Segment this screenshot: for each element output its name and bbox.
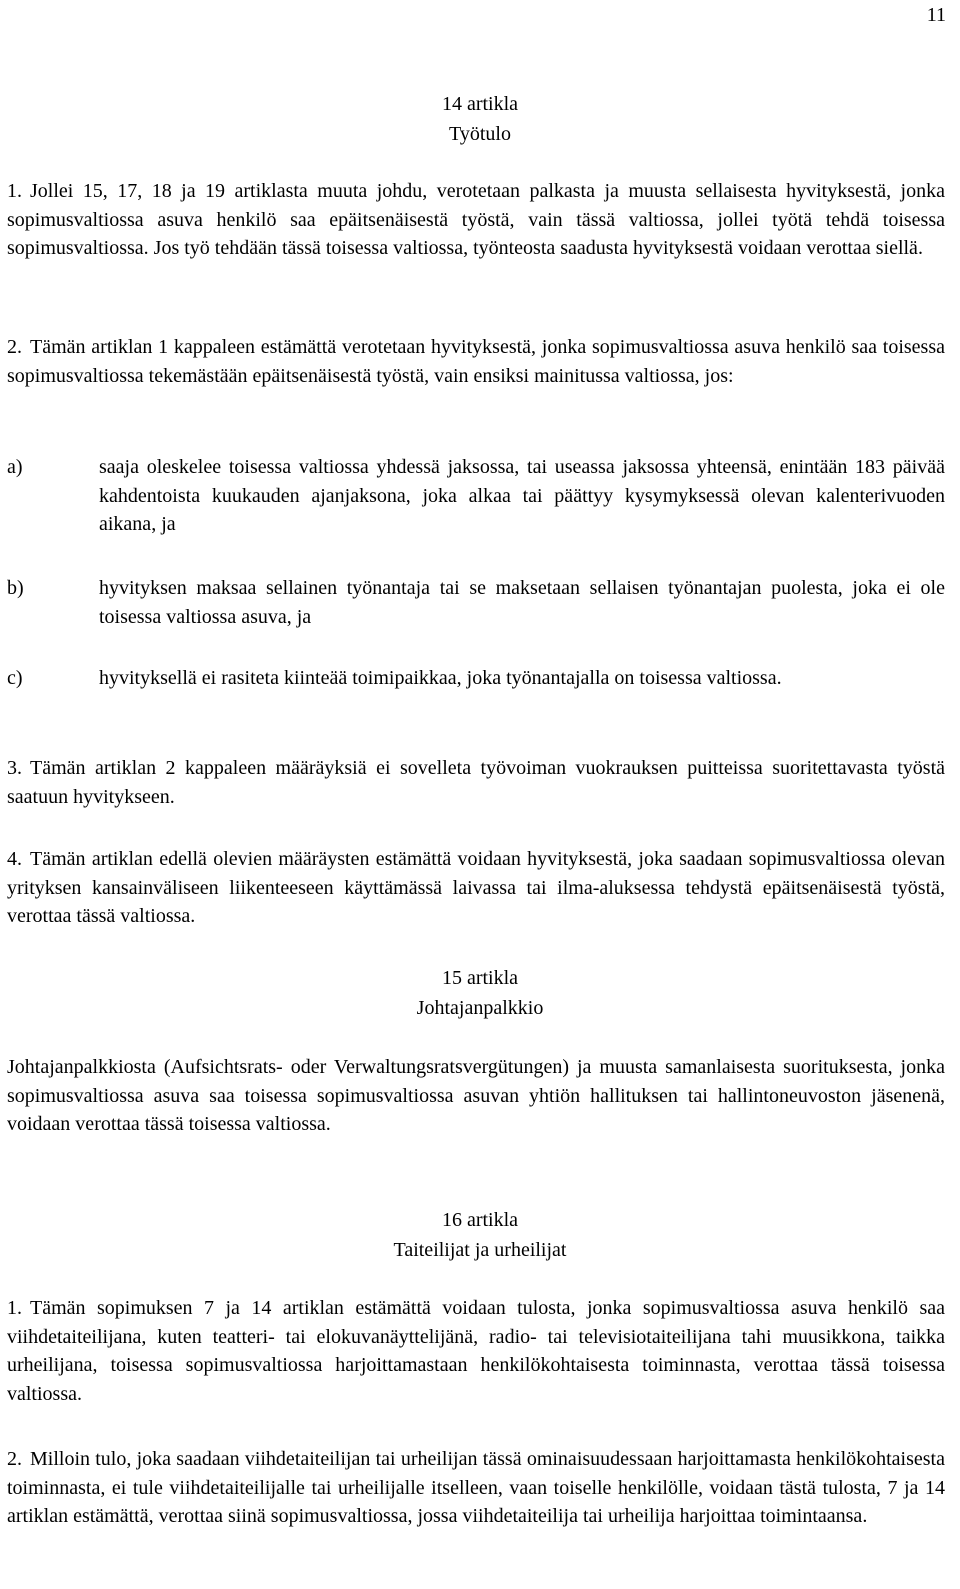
article-15-paragraph <box>7 1053 945 1139</box>
paragraph-number: 1. <box>7 1297 22 1319</box>
paragraph-text: Tämän artiklan 1 kappaleen estämättä verotetaan hyvityksestä, jonka sopimusvaltiossa asuva henkilö saa toisessa sopimusvaltiossa tekemästään epäitsenäisestä työstä, vain ensiksi mainitussa valtiossa, jos: <box>7 336 945 387</box>
article-14-heading <box>0 89 960 149</box>
list-item-c <box>7 664 945 693</box>
list-marker: c) <box>7 667 23 689</box>
article-16-title: Taiteilijat ja urheilijat <box>393 1239 567 1261</box>
paragraph-number: 3. <box>7 757 22 779</box>
list-item-a <box>7 453 945 539</box>
list-item-text: hyvityksellä ei rasiteta kiinteää toimipaikkaa, joka työnantajalla on toisessa valtiossa. <box>99 667 782 689</box>
paragraph-text: Jollei 15, 17, 18 ja 19 artiklasta muuta johdu, verotetaan palkasta ja muusta sellaisesta hyvityksestä, jonka sopimusvaltiossa asuva henkilö saa epäitsenäisestä työstä, vain tässä valtiossa, jollei työtä tehdä toisessa sopimusvaltiossa. Jos työ tehdään tässä toisessa valtiossa, työnteosta saadusta hyvityksestä voidaan verottaa siellä. <box>7 180 945 259</box>
list-item-text: hyvityksen maksaa sellainen työnantaja tai se maksetaan sellaisen työnantajan puolesta, joka ei ole toisessa valtiossa asuva, ja <box>99 577 945 628</box>
paragraph-text: Tämän sopimuksen 7 ja 14 artiklan estämättä voidaan tulosta, jonka sopimusvaltiossa asuva henkilö saa viihdetaiteilijana, kuten teatteri- tai elokuvanäyttelijänä, radio- tai televisiotaiteilijana tahi muusikkona, taikka urheilijana, toisessa sopimusvaltiossa harjoittamastaan henkilökohtaisesta toiminnasta, verottaa tässä toisessa valtiossa. <box>7 1297 945 1405</box>
list-marker: a) <box>7 456 23 478</box>
article-16-heading <box>0 1205 960 1265</box>
article-14-number: 14 artikla <box>441 93 519 115</box>
list-item-text: saaja oleskelee toisessa valtiossa yhdessä jaksossa, tai useassa jaksossa yhteensä, enintään 183 päivää kahdentoista kuukauden ajanjaksona, joka alkaa tai päättyy kysymyksessä olevan kalenterivuoden aikana, ja <box>99 456 945 535</box>
paragraph-text: Johtajanpalkkiosta (Aufsichtsrats- oder Verwaltungsratsvergütungen) ja muusta samanlaisesta suorituksesta, jonka sopimusvaltiossa asuva saa toisessa sopimusvaltiossa asuvan yhtiön hallituksen tai hallintoneuvoston jäsenenä, voidaan verottaa tässä toisessa valtiossa. <box>7 1056 945 1135</box>
paragraph-text: Tämän artiklan 2 kappaleen määräyksiä ei sovelleta työvoiman vuokrauksen puitteissa suoritettavasta työstä saatuun hyvitykseen. <box>7 757 945 808</box>
article-14-paragraph-2 <box>7 333 945 390</box>
paragraph-text: Tämän artiklan edellä olevien määräysten estämättä voidaan hyvityksestä, joka saadaan sopimusvaltiossa olevan yrityksen kansainväliseen liikenteeseen käyttämässä laivassa tai ilma-aluksessa tehdystä epäitsenäisestä työstä, verottaa tässä valtiossa. <box>7 848 945 927</box>
article-15-heading <box>0 963 960 1023</box>
article-14-paragraph-4 <box>7 845 945 931</box>
article-14-paragraph-1 <box>7 177 945 263</box>
article-14-title: Työtulo <box>449 123 511 145</box>
article-15-title: Johtajanpalkkio <box>416 997 544 1019</box>
page-number: 11 <box>926 4 946 26</box>
article-16-paragraph-1 <box>7 1294 945 1408</box>
paragraph-text: Milloin tulo, joka saadaan viihdetaiteilijan tai urheilijan tässä ominaisuudessaan harjoittamasta henkilökohtaisesta toiminnasta, ei tule viihdetaiteilijalle tai urheilijalle itselleen, vaan toiselle henkilölle, voidaan tästä tulosta, 7 ja 14 artiklan estämättä, verottaa siinä sopimusvaltiossa, jossa viihdetaiteilija tai urheilija harjoittaa toimintaansa. <box>7 1448 945 1527</box>
paragraph-number: 4. <box>7 848 22 870</box>
paragraph-number: 1. <box>7 180 22 202</box>
article-14-paragraph-3 <box>7 754 945 811</box>
article-15-number: 15 artikla <box>441 967 519 989</box>
article-16-number: 16 artikla <box>441 1209 519 1231</box>
paragraph-number: 2. <box>7 336 22 358</box>
list-marker: b) <box>7 577 24 599</box>
list-item-b <box>7 574 945 631</box>
paragraph-number: 2. <box>7 1448 22 1470</box>
article-16-paragraph-2 <box>7 1445 945 1531</box>
